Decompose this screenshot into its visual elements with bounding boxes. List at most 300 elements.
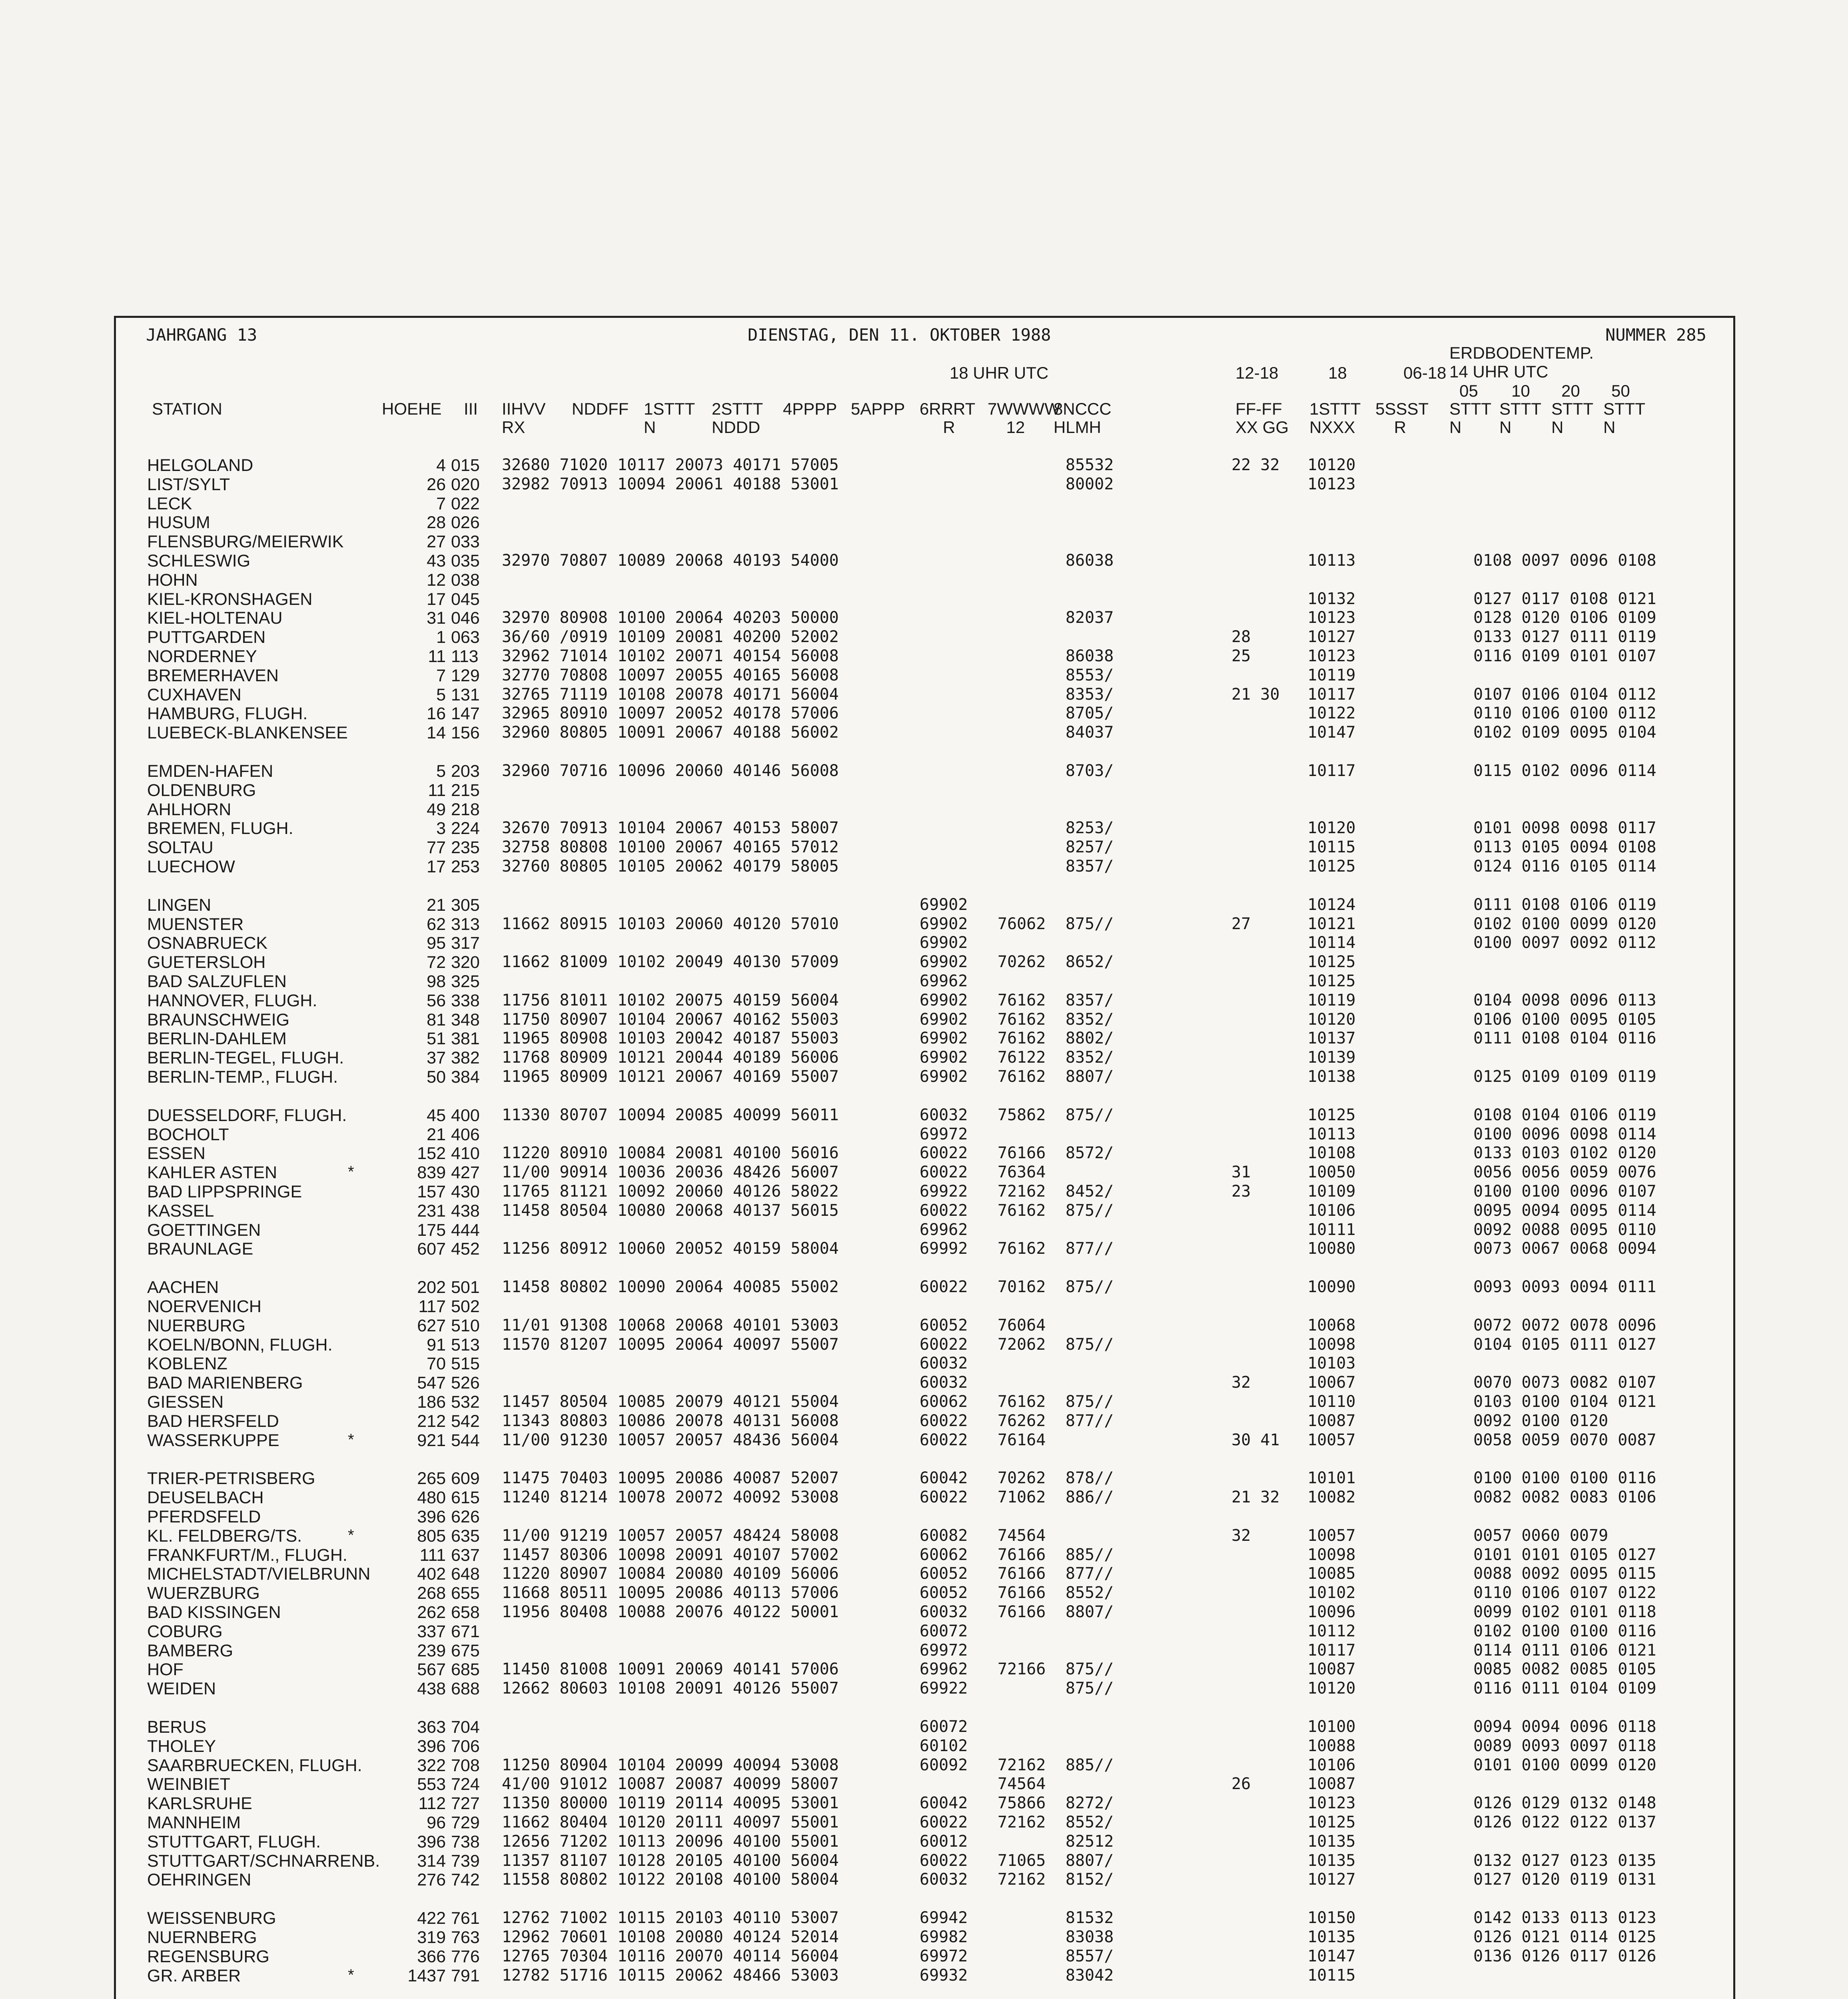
soil-temperatures: 0070 0073 0082 0107 <box>1473 1373 1656 1392</box>
table-row <box>116 1584 1733 1603</box>
station-number: 313 <box>451 914 480 934</box>
table-row <box>116 857 1733 876</box>
min-temp-group: 10090 <box>1307 1278 1356 1297</box>
soil-temperatures: 0132 0127 0123 0135 <box>1473 1851 1656 1870</box>
min-temp-group: 10120 <box>1307 1679 1356 1698</box>
min-temp-group: 10120 <box>1307 819 1356 838</box>
station-number: 763 <box>451 1928 480 1947</box>
station-name: KAHLER ASTEN <box>147 1163 277 1183</box>
station-name: AHLHORN <box>147 800 231 819</box>
col-nddff: NDDFF <box>572 399 629 418</box>
station-number: 648 <box>451 1564 480 1584</box>
depth-20: 20 <box>1561 381 1580 400</box>
station-number: 688 <box>451 1679 480 1699</box>
min-temp-group: 10112 <box>1307 1622 1356 1640</box>
mountain-marker: * <box>348 1966 354 1984</box>
group-7wwww: 71062 <box>998 1488 1046 1507</box>
min-temp-group: 10114 <box>1307 934 1356 952</box>
group-6rrrt: 60052 <box>920 1584 968 1602</box>
soil-temperatures: 0100 0100 0100 0116 <box>1473 1469 1656 1488</box>
station-number: 526 <box>451 1373 480 1393</box>
table-row <box>116 1412 1733 1431</box>
station-number: 325 <box>451 972 480 991</box>
table-row <box>116 1679 1733 1698</box>
soil-temperatures: 0126 0121 0114 0125 <box>1473 1928 1656 1946</box>
group-6rrrt: 60062 <box>920 1393 968 1411</box>
min-temp-group: 10120 <box>1307 456 1356 474</box>
station-number: 348 <box>451 1010 480 1029</box>
station-number: 626 <box>451 1507 480 1526</box>
group-8nccc: 875// <box>1066 1660 1114 1679</box>
group-7wwww: 76262 <box>998 1411 1046 1430</box>
group-7wwww: 72162 <box>998 1756 1046 1774</box>
group-7wwww: 76166 <box>998 1584 1046 1602</box>
table-row <box>116 1928 1733 1947</box>
group-7wwww: 76122 <box>998 1048 1046 1067</box>
min-temp-group: 10125 <box>1307 857 1356 876</box>
table-row <box>116 685 1733 704</box>
station-elevation: 95 <box>427 934 446 953</box>
station-number: 400 <box>451 1105 480 1125</box>
station-elevation: 337 <box>417 1622 446 1641</box>
station-number: 776 <box>451 1947 480 1966</box>
synop-groups: 12962 70601 10108 20080 40124 52014 <box>502 1928 839 1946</box>
min-temp-group: 10098 <box>1307 1335 1356 1354</box>
station-elevation: 438 <box>417 1679 446 1699</box>
group-8nccc: 8257/ <box>1066 838 1114 857</box>
min-temp-group: 10102 <box>1307 1584 1356 1602</box>
group-7wwww: 76162 <box>998 1393 1046 1411</box>
group-8nccc: 8553/ <box>1066 666 1114 684</box>
group-6rrrt: 69962 <box>920 1660 968 1679</box>
depth-50: 50 <box>1611 381 1630 400</box>
table-row <box>116 1144 1733 1163</box>
soil-temperatures: 0127 0120 0119 0131 <box>1473 1870 1656 1889</box>
station-elevation: 231 <box>417 1201 446 1221</box>
station-name: OLDENBURG <box>147 780 256 800</box>
station-elevation: 17 <box>427 589 446 609</box>
group-7wwww: 76164 <box>998 1430 1046 1449</box>
table-row <box>116 991 1733 1010</box>
station-number: 147 <box>451 704 480 724</box>
group-8nccc: 8652/ <box>1066 953 1114 972</box>
group-7wwww: 75866 <box>998 1794 1046 1813</box>
min-temp-group: 10088 <box>1307 1736 1356 1755</box>
table-row <box>116 1182 1733 1201</box>
synop-groups: 32982 70913 10094 20061 40188 53001 <box>502 475 839 493</box>
group-8nccc: 875// <box>1066 1679 1114 1698</box>
table-row <box>116 819 1733 838</box>
table-row <box>116 838 1733 857</box>
station-number: 708 <box>451 1756 480 1775</box>
table-row <box>116 1469 1733 1488</box>
group-6rrrt: 69932 <box>920 1966 968 1985</box>
station-number: 235 <box>451 838 480 858</box>
station-name: THOLEY <box>147 1736 216 1756</box>
station-elevation: 152 <box>417 1144 446 1163</box>
col-6rrrt: 6RRRT R <box>920 399 976 437</box>
group-8nccc: 8352/ <box>1066 1048 1114 1067</box>
min-temp-group: 10125 <box>1307 953 1356 972</box>
synop-groups: 11350 80000 10119 20114 40095 53001 <box>502 1794 839 1813</box>
station-name: BREMEN, FLUGH. <box>147 819 293 838</box>
soil-temp-head: ERDBODENTEMP. <box>1449 343 1594 362</box>
station-number: 685 <box>451 1660 480 1680</box>
soil-temperatures: 0107 0106 0104 0112 <box>1473 685 1656 704</box>
station-name: REGENSBURG <box>147 1947 269 1966</box>
station-name: KIEL-KRONSHAGEN <box>147 589 313 609</box>
station-name: LUECHOW <box>147 857 235 876</box>
soil-temperatures: 0142 0133 0113 0123 <box>1473 1909 1656 1927</box>
synop-groups: 32760 80805 10105 20062 40179 58005 <box>502 857 839 876</box>
station-name: LUEBECK-BLANKENSEE <box>147 723 348 743</box>
group-8nccc: 875// <box>1066 1201 1114 1220</box>
wind-gust: 32 <box>1231 1373 1251 1392</box>
synop-groups: 11450 81008 10091 20069 40141 57006 <box>502 1660 839 1679</box>
station-elevation: 26 <box>427 475 446 494</box>
wind-gust: 23 <box>1231 1182 1251 1201</box>
soil-temperatures: 0088 0092 0095 0115 <box>1473 1564 1656 1583</box>
min-temp-group: 10087 <box>1307 1775 1356 1794</box>
table-row <box>116 1067 1733 1087</box>
table-row <box>116 532 1733 551</box>
group-7wwww: 70162 <box>998 1278 1046 1297</box>
station-number: 544 <box>451 1430 480 1450</box>
synop-groups: 32770 70808 10097 20055 40165 56008 <box>502 666 839 684</box>
station-name: BAD SALZUFLEN <box>147 972 287 991</box>
station-number: 218 <box>451 800 480 819</box>
group-6rrrt: 60022 <box>920 1851 968 1870</box>
group-6rrrt: 60062 <box>920 1545 968 1564</box>
station-number: 742 <box>451 1870 480 1890</box>
group-8nccc: 80002 <box>1066 475 1114 493</box>
group-8nccc: 8357/ <box>1066 857 1114 876</box>
min-temp-group: 10087 <box>1307 1660 1356 1679</box>
col-sttt-05: STTT N <box>1449 399 1491 437</box>
station-name: DUESSELDORF, FLUGH. <box>147 1105 347 1125</box>
soil-temperatures: 0102 0100 0099 0120 <box>1473 914 1656 933</box>
depth-05: 05 <box>1459 381 1478 400</box>
station-number: 038 <box>451 570 480 590</box>
station-name: BAMBERG <box>147 1641 233 1660</box>
soil-temperatures: 0111 0108 0104 0116 <box>1473 1029 1656 1048</box>
min-temp-group: 10057 <box>1307 1526 1356 1545</box>
station-elevation: 839 <box>417 1163 446 1183</box>
group-6rrrt: 69982 <box>920 1928 968 1946</box>
station-name: KASSEL <box>147 1201 214 1221</box>
soil-temperatures: 0056 0056 0059 0076 <box>1473 1163 1656 1182</box>
soil-temperatures: 0101 0100 0099 0120 <box>1473 1756 1656 1774</box>
station-number: 438 <box>451 1201 480 1221</box>
min-temp-group: 10138 <box>1307 1067 1356 1086</box>
station-elevation: 396 <box>417 1832 446 1851</box>
soil-temperatures: 0115 0102 0096 0114 <box>1473 762 1656 780</box>
group-6rrrt: 60072 <box>920 1622 968 1640</box>
station-number: 452 <box>451 1239 480 1259</box>
synop-groups: 11965 80908 10103 20042 40187 55003 <box>502 1029 839 1048</box>
station-name: WUERZBURG <box>147 1584 260 1603</box>
min-temp-group: 10087 <box>1307 1411 1356 1430</box>
station-elevation: 805 <box>417 1526 446 1546</box>
station-number: 022 <box>451 494 480 513</box>
soil-temperatures: 0113 0105 0094 0108 <box>1473 838 1656 857</box>
station-elevation: 5 <box>436 762 446 781</box>
synop-groups: 11/00 91230 10057 20057 48436 56004 <box>502 1430 839 1449</box>
station-number: 046 <box>451 608 480 628</box>
station-name: DEUSELBACH <box>147 1488 264 1508</box>
station-number: 253 <box>451 857 480 876</box>
station-name: GOETTINGEN <box>147 1220 261 1240</box>
soil-temperatures: 0072 0072 0078 0096 <box>1473 1316 1656 1335</box>
group-8nccc: 8705/ <box>1066 704 1114 723</box>
min-temp-group: 10098 <box>1307 1545 1356 1564</box>
min-temp-group: 10132 <box>1307 589 1356 608</box>
soil-temperatures: 0094 0094 0096 0118 <box>1473 1718 1656 1736</box>
group-7wwww: 76166 <box>998 1144 1046 1163</box>
table-row <box>116 1488 1733 1507</box>
station-elevation: 186 <box>417 1393 446 1412</box>
table-row <box>116 1966 1733 1985</box>
soil-temperatures: 0092 0088 0095 0110 <box>1473 1220 1656 1239</box>
group-6rrrt: 60032 <box>920 1373 968 1392</box>
station-elevation: 212 <box>417 1411 446 1431</box>
group-7wwww: 76162 <box>998 1201 1046 1220</box>
synop-groups: 32970 80908 10100 20064 40203 50000 <box>502 608 839 627</box>
min-temp-group: 10115 <box>1307 838 1356 857</box>
soil-temperatures: 0100 0097 0092 0112 <box>1473 934 1656 952</box>
depth-10: 10 <box>1511 381 1530 400</box>
station-name: EMDEN-HAFEN <box>147 762 273 781</box>
table-row <box>116 1851 1733 1871</box>
station-name: MUENSTER <box>147 914 244 934</box>
mountain-marker: * <box>348 1526 354 1544</box>
soil-temperatures: 0114 0111 0106 0121 <box>1473 1641 1656 1660</box>
table-row <box>116 1278 1733 1297</box>
station-name: COBURG <box>147 1622 223 1641</box>
station-elevation: 81 <box>427 1010 446 1029</box>
min-temp-group: 10113 <box>1307 1125 1356 1143</box>
group-8nccc: 877// <box>1066 1411 1114 1430</box>
station-elevation: 45 <box>427 1105 446 1125</box>
synop-groups: 32680 71020 10117 20073 40171 57005 <box>502 456 839 474</box>
station-name: BRAUNLAGE <box>147 1239 253 1259</box>
station-elevation: 276 <box>417 1870 446 1890</box>
table-row <box>116 934 1733 953</box>
group-8nccc: 875// <box>1066 1105 1114 1124</box>
col-5ssst: 5SSST R <box>1375 399 1429 437</box>
station-elevation: 51 <box>427 1029 446 1049</box>
soil-temperatures: 0085 0082 0085 0105 <box>1473 1660 1656 1679</box>
soil-temperatures: 0092 0100 0120 <box>1473 1411 1609 1430</box>
min-temp-group: 10057 <box>1307 1430 1356 1449</box>
group-7wwww: 76364 <box>998 1163 1046 1182</box>
table-row <box>116 1029 1733 1048</box>
table-row <box>116 953 1733 972</box>
table-row <box>116 781 1733 800</box>
station-number: 381 <box>451 1029 480 1049</box>
station-elevation: 96 <box>427 1813 446 1832</box>
group-7wwww: 74564 <box>998 1775 1046 1794</box>
synop-groups: 11343 80803 10086 20078 40131 56008 <box>502 1411 839 1430</box>
station-name: NORDERNEY <box>147 647 257 666</box>
table-row <box>116 1335 1733 1355</box>
station-number: 791 <box>451 1966 480 1985</box>
station-elevation: 402 <box>417 1564 446 1584</box>
wind-gust: 28 <box>1231 628 1251 646</box>
group-7wwww: 75862 <box>998 1105 1046 1124</box>
synop-groups: 11250 80904 10104 20099 40094 53008 <box>502 1756 839 1774</box>
min-temp-group: 10123 <box>1307 1794 1356 1813</box>
station-number: 724 <box>451 1775 480 1794</box>
group-8nccc: 8572/ <box>1066 1144 1114 1163</box>
group-7wwww: 76162 <box>998 1239 1046 1258</box>
table-row <box>116 1756 1733 1775</box>
soil-temperatures: 0057 0060 0079 <box>1473 1526 1609 1545</box>
soil-temperatures: 0103 0100 0104 0121 <box>1473 1393 1656 1411</box>
station-elevation: 112 <box>418 1794 446 1813</box>
station-number: 444 <box>451 1220 480 1240</box>
station-name: KOELN/BONN, FLUGH. <box>147 1335 333 1355</box>
table-row <box>116 915 1733 934</box>
station-number: 113 <box>451 647 479 666</box>
station-name: BERLIN-TEGEL, FLUGH. <box>147 1048 344 1068</box>
group-6rrrt: 69902 <box>920 1010 968 1029</box>
station-number: 131 <box>451 685 480 704</box>
group-7wwww: 76062 <box>998 914 1046 933</box>
soil-temperatures: 0102 0109 0095 0104 <box>1473 723 1656 742</box>
station-number: 384 <box>451 1067 480 1087</box>
station-name: KIEL-HOLTENAU <box>147 608 283 628</box>
group-8nccc: 8802/ <box>1066 1029 1114 1048</box>
synop-groups: 11/01 91308 10068 20068 40101 53003 <box>502 1316 839 1335</box>
table-row <box>116 762 1733 781</box>
group-7wwww: 72162 <box>998 1813 1046 1831</box>
group-8nccc: 8807/ <box>1066 1603 1114 1621</box>
station-elevation: 157 <box>417 1182 446 1201</box>
synop-groups: 11662 81009 10102 20049 40130 57009 <box>502 953 839 972</box>
synop-groups: 11220 80910 10084 20081 40100 56016 <box>502 1144 839 1163</box>
min-temp-group: 10123 <box>1307 608 1356 627</box>
synop-groups: 32960 70716 10096 20060 40146 56008 <box>502 762 839 780</box>
station-number: 035 <box>451 551 480 571</box>
min-temp-group: 10120 <box>1307 1010 1356 1029</box>
group-7wwww: 70262 <box>998 953 1046 972</box>
station-name: NOERVENICH <box>147 1297 261 1316</box>
station-name: AACHEN <box>147 1278 219 1297</box>
station-elevation: 319 <box>417 1928 446 1947</box>
table-row <box>116 1737 1733 1756</box>
group-6rrrt: 60022 <box>920 1278 968 1297</box>
synop-groups: 11256 80912 10060 20052 40159 58004 <box>502 1239 839 1258</box>
table-row <box>116 1775 1733 1794</box>
station-elevation: 70 <box>427 1354 446 1374</box>
station-number: 203 <box>451 762 480 781</box>
group-7wwww: 70262 <box>998 1469 1046 1488</box>
station-name: BAD LIPPSPRINGE <box>147 1182 302 1201</box>
synop-groups: 41/00 91012 10087 20087 40099 58007 <box>502 1775 839 1794</box>
min-temp-group: 10082 <box>1307 1488 1356 1507</box>
table-row <box>116 1909 1733 1928</box>
station-name: WEIDEN <box>147 1679 216 1699</box>
group-6rrrt: 60022 <box>920 1430 968 1449</box>
group-8nccc: 8353/ <box>1066 685 1114 704</box>
min-temp-group: 10124 <box>1307 895 1356 914</box>
station-elevation: 14 <box>427 723 446 743</box>
station-number: 637 <box>451 1545 480 1565</box>
synop-groups: 11558 80802 10122 20108 40100 58004 <box>502 1870 839 1889</box>
group-6rrrt: 60022 <box>920 1163 968 1182</box>
col-4pppp: 4PPPP <box>783 399 837 418</box>
group-head-06-18: 06-18 <box>1403 363 1447 382</box>
group-6rrrt: 69902 <box>920 1029 968 1048</box>
group-8nccc: 8552/ <box>1066 1813 1114 1831</box>
table-row <box>116 628 1733 647</box>
table-row <box>116 1239 1733 1259</box>
station-elevation: 627 <box>417 1316 446 1335</box>
table-row <box>116 723 1733 742</box>
col-sttt-20: STTT N <box>1551 399 1593 437</box>
group-7wwww: 76064 <box>998 1316 1046 1335</box>
min-temp-group: 10135 <box>1307 1851 1356 1870</box>
station-name: STUTTGART/SCHNARRENB. <box>147 1851 380 1871</box>
group-head-12-18: 12-18 <box>1235 363 1279 382</box>
synop-groups: 32965 80910 10097 20052 40178 57006 <box>502 704 839 723</box>
soil-temperatures: 0128 0120 0106 0109 <box>1473 608 1656 627</box>
soil-temperatures: 0111 0108 0106 0119 <box>1473 895 1656 914</box>
col-5appp: 5APPP <box>851 399 905 418</box>
min-temp-group: 10106 <box>1307 1756 1356 1774</box>
group-7wwww: 71065 <box>998 1851 1046 1870</box>
soil-temperatures: 0099 0102 0101 0118 <box>1473 1603 1656 1621</box>
station-number: 320 <box>451 953 480 972</box>
table-row <box>116 571 1733 590</box>
min-temp-group: 10125 <box>1307 1813 1356 1831</box>
mountain-marker: * <box>348 1163 354 1181</box>
table-row <box>116 1393 1733 1412</box>
col-hoehe: HOEHE <box>382 399 442 418</box>
station-number: 427 <box>451 1163 480 1183</box>
group-6rrrt: 60032 <box>920 1870 968 1889</box>
group-7wwww: 74564 <box>998 1526 1046 1545</box>
table-row <box>116 1870 1733 1889</box>
synop-groups: 11458 80504 10080 20068 40137 56015 <box>502 1201 839 1220</box>
station-elevation: 239 <box>417 1641 446 1660</box>
soil-temperatures: 0133 0127 0111 0119 <box>1473 628 1656 646</box>
station-name: KOBLENZ <box>147 1354 228 1374</box>
group-6rrrt: 60072 <box>920 1718 968 1736</box>
soil-temperatures: 0082 0082 0083 0106 <box>1473 1488 1656 1507</box>
synop-groups: 11330 80707 10094 20085 40099 56011 <box>502 1105 839 1124</box>
group-8nccc: 8807/ <box>1066 1851 1114 1870</box>
station-number: 704 <box>451 1718 480 1737</box>
station-name: BREMERHAVEN <box>147 666 279 685</box>
group-8nccc: 85532 <box>1066 456 1114 474</box>
station-name: BOCHOLT <box>147 1125 229 1144</box>
synop-groups: 11/00 90914 10036 20036 48426 56007 <box>502 1163 839 1182</box>
min-temp-group: 10137 <box>1307 1029 1356 1048</box>
station-name: TRIER-PETRISBERG <box>147 1469 315 1488</box>
station-name: KARLSRUHE <box>147 1794 252 1813</box>
min-temp-group: 10085 <box>1307 1564 1356 1583</box>
group-8nccc: 82512 <box>1066 1832 1114 1851</box>
station-elevation: 567 <box>417 1660 446 1680</box>
min-temp-group: 10117 <box>1307 685 1356 704</box>
wind-gust: 21 30 <box>1231 685 1280 704</box>
min-temp-group: 10110 <box>1307 1393 1356 1411</box>
min-temp-group: 10068 <box>1307 1316 1356 1335</box>
min-temp-group: 10147 <box>1307 1947 1356 1965</box>
min-temp-group: 10125 <box>1307 1105 1356 1124</box>
